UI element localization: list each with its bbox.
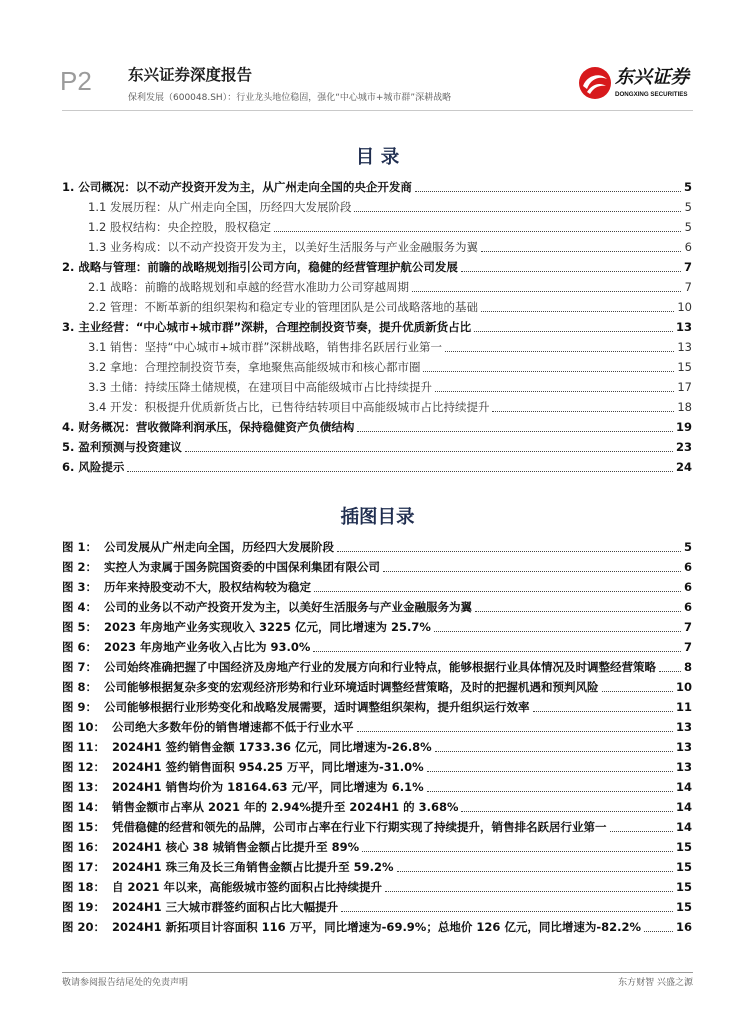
figure-page-number: 13 <box>675 740 692 754</box>
figure-caption: 2024H1 三大城市群签约面积占比大幅提升 <box>112 900 339 914</box>
toc-entry-title: 3.3 土储：持续压降土储规模，在建项目中高能级城市占比持续提升 <box>88 380 432 394</box>
figure-page-number: 14 <box>675 820 692 834</box>
footer-divider <box>62 972 693 973</box>
figure-number-label: 图 5： <box>62 620 98 634</box>
dot-leader <box>427 771 673 772</box>
dot-leader <box>610 831 673 832</box>
toc-entry-title: 1.3 业务构成：以不动产投资开发为主，以美好生活服务与产业金融服务为翼 <box>88 240 478 254</box>
header-divider <box>62 110 693 111</box>
figure-entry[interactable] <box>62 617 692 637</box>
dot-leader <box>397 871 673 872</box>
dot-leader <box>357 431 673 432</box>
figure-entry[interactable] <box>62 837 692 857</box>
dot-leader <box>341 911 673 912</box>
toc-page-number: 7 <box>683 260 692 274</box>
figure-caption: 2024H1 销售均价为 18164.63 元/平，同比增速为 6.1% <box>112 780 424 794</box>
figure-page-number: 13 <box>675 720 692 734</box>
dongxing-emblem-icon <box>578 66 612 100</box>
toc-section-entry[interactable] <box>62 417 692 437</box>
toc-page-number: 24 <box>675 460 692 474</box>
dot-leader <box>274 231 681 232</box>
toc-page-number: 15 <box>677 360 692 374</box>
figure-caption: 2024H1 新拓项目计容面积 116 万平，同比增速为-69.9%；总地价 126 亿元，同比增速为-82.2% <box>112 920 642 934</box>
toc-page-number: 19 <box>675 420 692 434</box>
figure-number-label: 图 13： <box>62 780 106 794</box>
toc-page-number: 6 <box>684 240 692 254</box>
toc-entry-title: 3.2 拿地：合理控制投资节奏，拿地聚焦高能级城市和核心都市圈 <box>88 360 421 374</box>
footer-disclaimer: 敬请参阅报告结尾处的免责声明 <box>62 978 189 988</box>
figure-entry[interactable] <box>62 817 692 837</box>
dot-leader <box>383 571 681 572</box>
figure-caption: 2024H1 签约销售面积 954.25 万平，同比增速为-31.0% <box>112 760 424 774</box>
report-type-title: 东兴证券深度报告 <box>128 66 253 84</box>
figure-number-label: 图 7： <box>62 660 98 674</box>
figure-page-number: 6 <box>683 580 692 594</box>
toc-page-number: 10 <box>677 300 692 314</box>
figure-number-label: 图 10： <box>62 720 106 734</box>
dot-leader <box>659 671 681 672</box>
figure-number-label: 图 3： <box>62 580 98 594</box>
figure-page-number: 6 <box>683 560 692 574</box>
toc-entry-title: 2.1 战略：前瞻的战略规划和卓越的经营水准助力公司穿越周期 <box>88 280 409 294</box>
dot-leader <box>475 611 681 612</box>
figure-page-number: 10 <box>675 680 692 694</box>
toc-entry-title: 3.4 开发：积极提升优质新货占比，已售待结转项目中高能级城市占比持续提升 <box>88 400 490 414</box>
figure-number-label: 图 15： <box>62 820 106 834</box>
toc-page-number: 18 <box>677 400 692 414</box>
toc-section-entry[interactable] <box>62 257 692 277</box>
toc-entry-title: 1.1 发展历程：从广州走向全国，历经四大发展阶段 <box>88 200 352 214</box>
figure-caption: 2024H1 珠三角及长三角销售金额占比提升至 59.2% <box>112 860 394 874</box>
figure-page-number: 5 <box>683 540 692 554</box>
figure-number-label: 图 19： <box>62 900 106 914</box>
figure-entry[interactable] <box>62 717 692 737</box>
dot-leader <box>313 651 681 652</box>
toc-page-number: 5 <box>683 180 692 194</box>
dot-leader <box>357 731 673 732</box>
dot-leader <box>385 891 673 892</box>
figure-caption: 销售金额市占率从 2021 年的 2.94%提升至 2024H1 的 3.68% <box>112 800 459 814</box>
page-number-label: P2 <box>60 66 92 96</box>
toc-subsection-entry[interactable] <box>62 277 692 297</box>
toc-entry-title: 6. 风险提示 <box>62 460 125 474</box>
figure-page-number: 16 <box>675 920 692 934</box>
figure-entry[interactable] <box>62 677 692 697</box>
footer-slogan: 东方财智 兴盛之源 <box>618 978 693 988</box>
toc-section-entry[interactable] <box>62 177 692 197</box>
figure-page-number: 13 <box>675 760 692 774</box>
toc-entry-title: 4. 财务概况：营收微降利润承压，保持稳健资产负债结构 <box>62 420 355 434</box>
dot-leader <box>423 371 674 372</box>
dot-leader <box>435 751 673 752</box>
toc-subsection-entry[interactable] <box>62 337 692 357</box>
report-subtitle: 保利发展（600048.SH）：行业龙头地位稳固，强化“中心城市+城市群”深耕战略 <box>128 93 452 103</box>
toc-subsection-entry[interactable] <box>62 357 692 377</box>
figure-entry[interactable] <box>62 557 692 577</box>
figure-caption: 公司绝大多数年份的销售增速都不低于行业水平 <box>112 720 354 734</box>
figure-page-number: 11 <box>675 700 692 714</box>
figure-number-label: 图 1： <box>62 540 98 554</box>
toc-page-number: 5 <box>684 220 692 234</box>
dot-leader <box>461 271 681 272</box>
figure-entry[interactable] <box>62 637 692 657</box>
toc-section-entry[interactable] <box>62 457 692 477</box>
toc-page-number: 13 <box>677 340 692 354</box>
toc-subsection-entry[interactable] <box>62 397 692 417</box>
figure-entry[interactable] <box>62 757 692 777</box>
toc-entry-title: 3. 主业经营：“中心城市+城市群”深耕，合理控制投资节奏，提升优质新货占比 <box>62 320 472 334</box>
dot-leader <box>314 591 681 592</box>
figure-entry[interactable] <box>62 857 692 877</box>
figure-page-number: 15 <box>675 860 692 874</box>
dot-leader <box>434 631 681 632</box>
dot-leader <box>481 251 681 252</box>
toc-page-number: 5 <box>684 200 692 214</box>
dot-leader <box>354 211 681 212</box>
toc-section-entry[interactable] <box>62 437 692 457</box>
emblem-circle <box>579 67 611 99</box>
dot-leader <box>445 351 674 352</box>
figure-list-heading: 插图目录 <box>340 507 415 528</box>
figure-caption: 自 2021 年以来，高能级城市签约面积占比持续提升 <box>112 880 383 894</box>
toc-heading: 目 录 <box>355 147 400 168</box>
figure-entry[interactable] <box>62 917 692 937</box>
figure-number-label: 图 20： <box>62 920 106 934</box>
figure-entry[interactable] <box>62 597 692 617</box>
figure-caption: 公司发展从广州走向全国，历经四大发展阶段 <box>104 540 335 554</box>
figure-caption: 历年来持股变动不大，股权结构较为稳定 <box>104 580 312 594</box>
figure-list <box>62 537 692 937</box>
figure-entry[interactable] <box>62 537 692 557</box>
figure-caption: 2023 年房地产业务实现收入 3225 亿元，同比增速为 25.7% <box>104 620 431 634</box>
dot-leader <box>185 451 673 452</box>
dot-leader <box>602 691 673 692</box>
dot-leader <box>415 191 681 192</box>
logo-chinese-name: 东兴证券 <box>615 67 690 88</box>
figure-caption: 公司能够根据行业形势变化和战略发展需要，适时调整组织架构，提升组织运行效率 <box>104 700 530 714</box>
figure-page-number: 7 <box>683 640 692 654</box>
figure-number-label: 图 8： <box>62 680 98 694</box>
dot-leader <box>533 711 673 712</box>
figure-caption: 公司始终准确把握了中国经济及房地产行业的发展方向和行业特点，能够根据行业具体情况及时调整经营策略 <box>104 660 657 674</box>
figure-number-label: 图 16： <box>62 840 106 854</box>
figure-caption: 实控人为隶属于国务院国资委的中国保利集团有限公司 <box>104 560 381 574</box>
figure-number-label: 图 2： <box>62 560 98 574</box>
figure-entry[interactable] <box>62 797 692 817</box>
toc-page-number: 23 <box>675 440 692 454</box>
figure-caption: 2024H1 核心 38 城销售金额占比提升至 89% <box>112 840 360 854</box>
figure-entry[interactable] <box>62 657 692 677</box>
dot-leader <box>644 931 673 932</box>
toc-subsection-entry[interactable] <box>62 217 692 237</box>
figure-page-number: 8 <box>683 660 692 674</box>
dot-leader <box>337 551 681 552</box>
toc-page-number: 7 <box>684 280 692 294</box>
figure-number-label: 图 4： <box>62 600 98 614</box>
toc-entry-title: 1. 公司概况：以不动产投资开发为主，从广州走向全国的央企开发商 <box>62 180 412 194</box>
figure-number-label: 图 12： <box>62 760 106 774</box>
toc-page-number: 13 <box>675 320 692 334</box>
dot-leader <box>427 791 673 792</box>
toc-entry-title: 2.2 管理：不断革新的组织架构和稳定专业的管理团队是公司战略落地的基础 <box>88 300 478 314</box>
toc-page-number: 17 <box>677 380 692 394</box>
figure-entry[interactable] <box>62 777 692 797</box>
figure-page-number: 15 <box>675 840 692 854</box>
figure-number-label: 图 9： <box>62 700 98 714</box>
figure-entry[interactable] <box>62 577 692 597</box>
dot-leader <box>435 391 674 392</box>
toc-section-entry[interactable] <box>62 317 692 337</box>
dot-leader <box>481 311 674 312</box>
figure-caption: 公司能够根据复杂多变的宏观经济形势和行业环境适时调整经营策略，及时的把握机遇和预判风险 <box>104 680 599 694</box>
figure-page-number: 7 <box>683 620 692 634</box>
dot-leader <box>474 331 673 332</box>
dot-leader <box>127 471 673 472</box>
toc-subsection-entry[interactable] <box>62 237 692 257</box>
figure-entry[interactable] <box>62 697 692 717</box>
figure-caption: 2024H1 签约销售金额 1733.36 亿元，同比增速为-26.8% <box>112 740 432 754</box>
figure-caption: 公司的业务以不动产投资开发为主，以美好生活服务与产业金融服务为翼 <box>104 600 473 614</box>
dot-leader <box>362 851 673 852</box>
figure-page-number: 6 <box>683 600 692 614</box>
dot-leader <box>461 811 673 812</box>
figure-number-label: 图 14： <box>62 800 106 814</box>
figure-entry[interactable] <box>62 737 692 757</box>
dot-leader <box>412 291 681 292</box>
toc-subsection-entry[interactable] <box>62 377 692 397</box>
brand-logo <box>578 64 694 104</box>
figure-caption: 凭借稳健的经营和领先的品牌，公司市占率在行业下行期实现了持续提升，销售排名跃居行业第一 <box>112 820 607 834</box>
dot-leader <box>492 411 674 412</box>
toc-entry-title: 2. 战略与管理：前瞻的战略规划指引公司方向，稳健的经营管理护航公司发展 <box>62 260 458 274</box>
toc-subsection-entry[interactable] <box>62 297 692 317</box>
toc-entry-title: 3.1 销售：坚持“中心城市+城市群”深耕战略，销售排名跃居行业第一 <box>88 340 442 354</box>
figure-entry[interactable] <box>62 897 692 917</box>
figure-page-number: 15 <box>675 880 692 894</box>
figure-number-label: 图 17： <box>62 860 106 874</box>
toc-entry-title: 1.2 股权结构：央企控股，股权稳定 <box>88 220 271 234</box>
figure-number-label: 图 18： <box>62 880 106 894</box>
figure-number-label: 图 6： <box>62 640 98 654</box>
figure-caption: 2023 年房地产业务收入占比为 93.0% <box>104 640 311 654</box>
logo-english-name: DONGXING SECURITIES <box>615 91 688 98</box>
figure-page-number: 15 <box>675 900 692 914</box>
figure-entry[interactable] <box>62 877 692 897</box>
toc-list <box>62 177 692 477</box>
figure-page-number: 14 <box>675 800 692 814</box>
figure-page-number: 14 <box>675 780 692 794</box>
figure-number-label: 图 11： <box>62 740 106 754</box>
toc-subsection-entry[interactable] <box>62 197 692 217</box>
toc-entry-title: 5. 盈利预测与投资建议 <box>62 440 182 454</box>
